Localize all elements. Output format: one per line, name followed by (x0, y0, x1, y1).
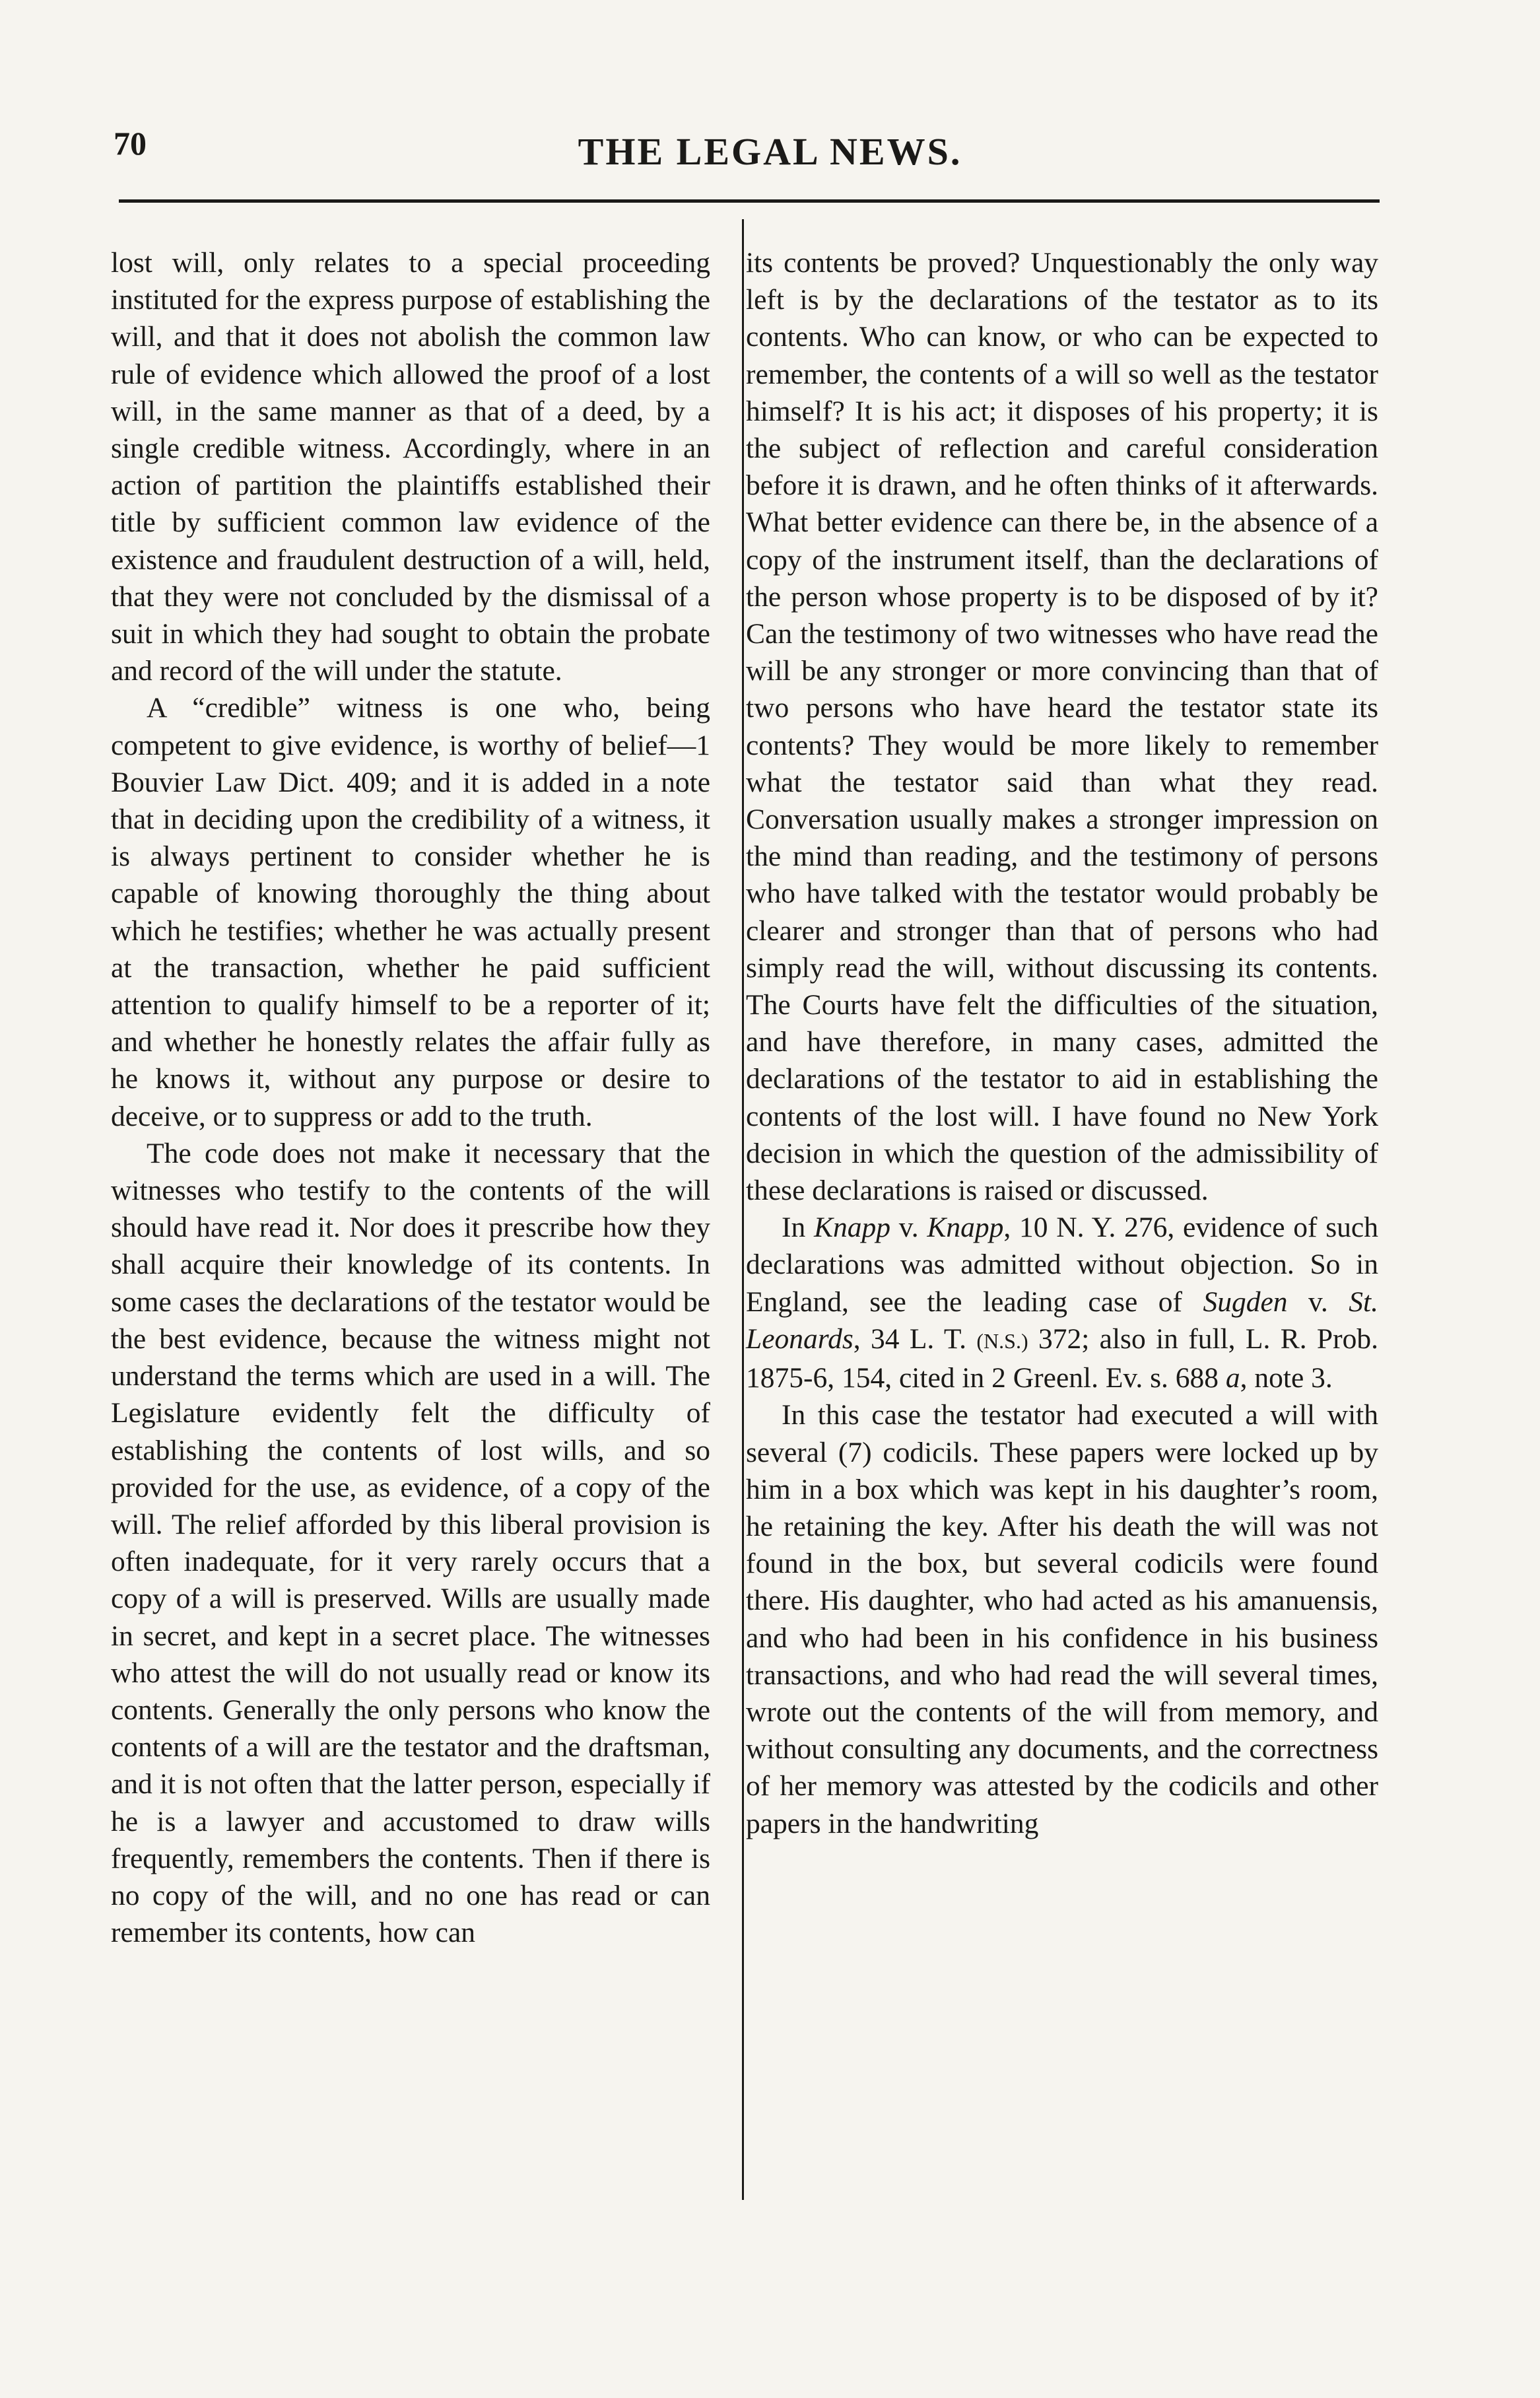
text-run: , 10 N. Y. 276, evidence of such declarations was admitted without objection. So in England, see the leading case of (746, 1212, 1378, 1318)
text-run: , 34 L. T. (853, 1322, 977, 1355)
text-run: 372; also in full, L. R. Prob. 1875-6, 154, cited in 2 Greenl. Ev. s. 688 (746, 1322, 1378, 1394)
right-paragraph-1: its contents be proved? Unquestionably the only way left is by the declarations of the testator as to its contents. Who can know, or who can be expected to remember, the contents of a will so well as the testator himself? It is his act; it disposes of his property; it is the subject of reflection and careful consideration before it is drawn, and he often thinks of it afterwards. What better evidence can there be, in the absence of a copy of the instrument itself, than the declarations of the person whose property is to be disposed of by it? Can the testimony of two witnesses who have read the will be any stronger or more convincing than that of two persons who have heard the testator state its contents? They would be more likely to remember what the testator said than what they read. Conversation usually makes a stronger impression on the mind than reading, and the testimony of persons who have talked with the testator would probably be clearer and stronger than that of persons who had simply read the will, without discussing its contents. The Courts have felt the difficulties of the situation, and have therefore, in many cases, admitted the declarations of the testator to aid in establishing the contents of the lost will. I have found no New York decision in which the question of the admissibility of these declarations is raised or discussed. (746, 247, 1378, 1207)
masthead-title: THE LEGAL NEWS. (578, 130, 962, 173)
page-number: 70 (114, 125, 147, 162)
text-run: , note 3. (1240, 1362, 1333, 1394)
right-paragraph-3: In this case the testator had executed a will with several (7) codicils. These papers were locked up by him in a box which was kept in his daughter’s room, he retaining the key. After his death the will was not found in the box, but several codicils were found there. His daughter, who had acted as his amanuensis, and who had been in his confidence in his business transactions, and who had read the will several times, wrote out the contents of the will from memory, and without consulting any documents, and the correctness of her memory was attested by the codicils and other papers in the handwriting (746, 1399, 1378, 1839)
column-divider (742, 219, 744, 2200)
right-paragraph-2 (746, 1209, 1378, 1396)
case-party-name: Knapp (814, 1212, 891, 1244)
case-party-name: Knapp (927, 1212, 1004, 1244)
text-run: v. (890, 1212, 927, 1244)
new-series-abbrev: (N.S.) (976, 1328, 1028, 1353)
text-run: In (782, 1212, 814, 1244)
case-party-name: St. Leonards (746, 1285, 1378, 1355)
case-party-name: Sugden (1203, 1285, 1288, 1318)
section-letter: a (1225, 1362, 1240, 1394)
right-column (746, 244, 1378, 1842)
left-paragraph-2: A “credible” witness is one who, being competent to give evidence, is worthy of belief—1 Bouvier Law Dict. 409; and it is added in a note that in deciding upon the credibility of a witness, it is always pertinent to consider whether he is capable of knowing thoroughly the thing about which he testifies; whether he was actually present at the transaction, whether he paid sufficient attention to qualify himself to be a reporter of it; and whether he honestly relates the affair fully as he knows it, without any purpose or desire to deceive, or to suppress or add to the truth. (111, 692, 710, 1132)
left-paragraph-1: lost will, only relates to a special proceeding instituted for the express purpose of establishing the will, and that it does not abolish the common law rule of evidence which allowed the proof of a lost will, in the same manner as that of a deed, by a single credible witness. Accordingly, where in an action of partition the plaintiffs established their title by sufficient common law evidence of the existence and fraudulent destruction of a will, held, that they were not concluded by the dismissal of a suit in which they had sought to obtain the probate and record of the will under the statute. (111, 247, 710, 687)
left-paragraph-3: The code does not make it necessary that the witnesses who testify to the contents of the will should have read it. Nor does it prescribe how they shall acquire their knowledge of its contents. In some cases the declarations of the testator would be the best evidence, because the witness might not understand the terms which are used in a will. The Legislature evidently felt the difficulty of establishing the contents of lost wills, and so provided for the use, as evidence, of a copy of the will. The relief afforded by this liberal provision is often inadequate, for it very rarely occurs that a copy of a will is preserved. Wills are usually made in secret, and kept in a secret place. The witnesses who attest the will do not usually read or know its contents. Generally the only persons who know the contents of a will are the testator and the draftsman, and it is not often that the latter person, especially if he is a lawyer and accustomed to draw wills frequently, remembers the contents. Then if there is no copy of the will, and no one has read or can remember its contents, how can (111, 1137, 710, 1949)
header-rule (119, 199, 1380, 203)
text-run: v. (1287, 1285, 1349, 1318)
left-column (111, 244, 710, 1951)
